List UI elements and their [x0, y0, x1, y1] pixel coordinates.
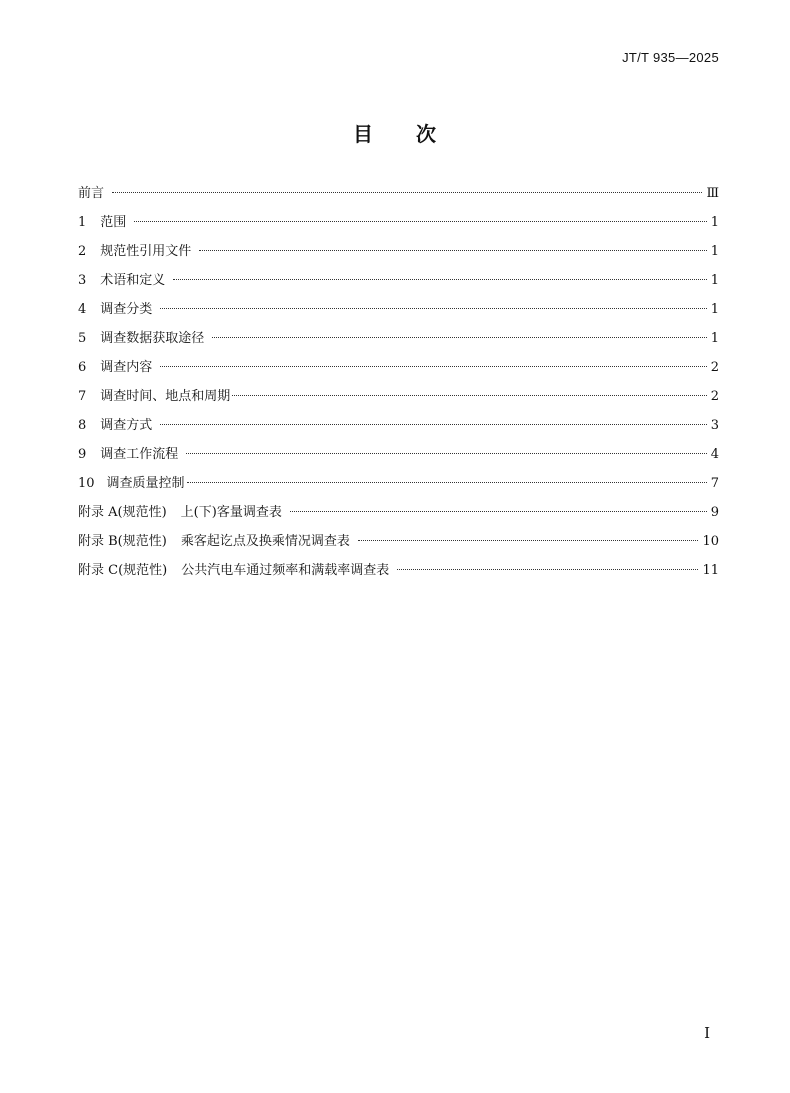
toc-leader-dots: [160, 308, 706, 309]
toc-entry-number: 2: [78, 244, 87, 259]
toc-entry-label: 公共汽电车通过频率和满载率调查表: [181, 563, 390, 578]
toc-entry-6[interactable]: [78, 358, 719, 387]
toc-entry-label: 调查分类: [100, 302, 153, 317]
toc-entry-number: 7: [78, 389, 87, 404]
toc-leader-dots: [232, 395, 706, 396]
toc-entry-number: 9: [78, 447, 87, 462]
toc-entry-appendix-c[interactable]: [78, 561, 719, 590]
toc-entry-label: 调查方式: [100, 418, 153, 433]
toc-entry-number: 10: [78, 476, 95, 491]
toc-title: [0, 118, 790, 147]
toc-entry-number: 1: [78, 215, 87, 230]
toc-entry-page: 1: [710, 302, 719, 317]
toc-entry-10[interactable]: [78, 474, 719, 503]
toc-leader-dots: [212, 337, 706, 338]
toc-entry-page: 10: [702, 534, 719, 549]
toc-leader-dots: [187, 482, 707, 483]
toc-list: [78, 184, 719, 590]
toc-entry-number: 8: [78, 418, 87, 433]
toc-entry-page: 2: [710, 389, 719, 404]
toc-appendix-designation: 附录 A(规范性): [78, 505, 167, 520]
toc-entry-3[interactable]: [78, 271, 719, 300]
toc-entry-page: 2: [710, 360, 719, 375]
toc-entry-label: 调查数据获取途径: [100, 331, 205, 346]
toc-entry-page: 7: [710, 476, 719, 491]
toc-entry-label: 乘客起讫点及换乘情况调查表: [180, 534, 350, 549]
toc-entry-number: 5: [78, 331, 87, 346]
toc-entry-appendix-a[interactable]: [78, 503, 719, 532]
toc-entry-page: 9: [710, 505, 719, 520]
toc-leader-dots: [173, 279, 706, 280]
toc-appendix-designation: 附录 B(规范性): [78, 534, 167, 549]
toc-leader-dots: [199, 250, 706, 251]
toc-leader-dots: [134, 221, 706, 222]
toc-entry-page: 1: [710, 273, 719, 288]
toc-entry-label: 调查内容: [100, 360, 153, 375]
toc-leader-dots: [112, 192, 702, 193]
toc-entry-page: 1: [710, 331, 719, 346]
toc-entry-label: 术语和定义: [100, 273, 166, 288]
toc-entry-1[interactable]: [78, 213, 719, 242]
toc-entry-label: 前言: [78, 186, 105, 201]
toc-entry-appendix-b[interactable]: [78, 532, 719, 561]
toc-entry-number: 6: [78, 360, 87, 375]
toc-entry-label: 规范性引用文件: [100, 244, 192, 259]
toc-leader-dots: [160, 366, 706, 367]
toc-leader-dots: [358, 540, 699, 541]
toc-entry-4[interactable]: [78, 300, 719, 329]
toc-entry-2[interactable]: [78, 242, 719, 271]
toc-entry-number: 3: [78, 273, 87, 288]
toc-entry-page: 1: [710, 244, 719, 259]
toc-entry-7[interactable]: [78, 387, 719, 416]
toc-entry-label: 调查工作流程: [100, 447, 179, 462]
toc-title-char: 目: [353, 122, 374, 146]
toc-entry-8[interactable]: [78, 416, 719, 445]
standard-code: JT/T 935—2025: [622, 50, 719, 65]
toc-entry-label: 调查时间、地点和周期: [100, 389, 231, 404]
toc-leader-dots: [186, 453, 706, 454]
toc-entry-label: 调查质量控制: [106, 476, 185, 491]
toc-entry-page: 3: [710, 418, 719, 433]
toc-entry-number: 4: [78, 302, 87, 317]
toc-leader-dots: [290, 511, 707, 512]
toc-entry-foreword[interactable]: [78, 184, 719, 213]
toc-entry-page: Ⅲ: [706, 186, 719, 201]
page-number: I: [704, 1024, 710, 1042]
toc-entry-page: 1: [710, 215, 719, 230]
toc-leader-dots: [397, 569, 698, 570]
toc-leader-dots: [160, 424, 706, 425]
toc-entry-page: 11: [702, 563, 719, 578]
toc-entry-label: 范围: [100, 215, 127, 230]
toc-entry-5[interactable]: [78, 329, 719, 358]
toc-entry-label: 上(下)客量调查表: [180, 505, 282, 520]
toc-entry-9[interactable]: [78, 445, 719, 474]
toc-title-char: 次: [416, 122, 437, 146]
toc-appendix-designation: 附录 C(规范性): [78, 563, 168, 578]
toc-entry-page: 4: [710, 447, 719, 462]
